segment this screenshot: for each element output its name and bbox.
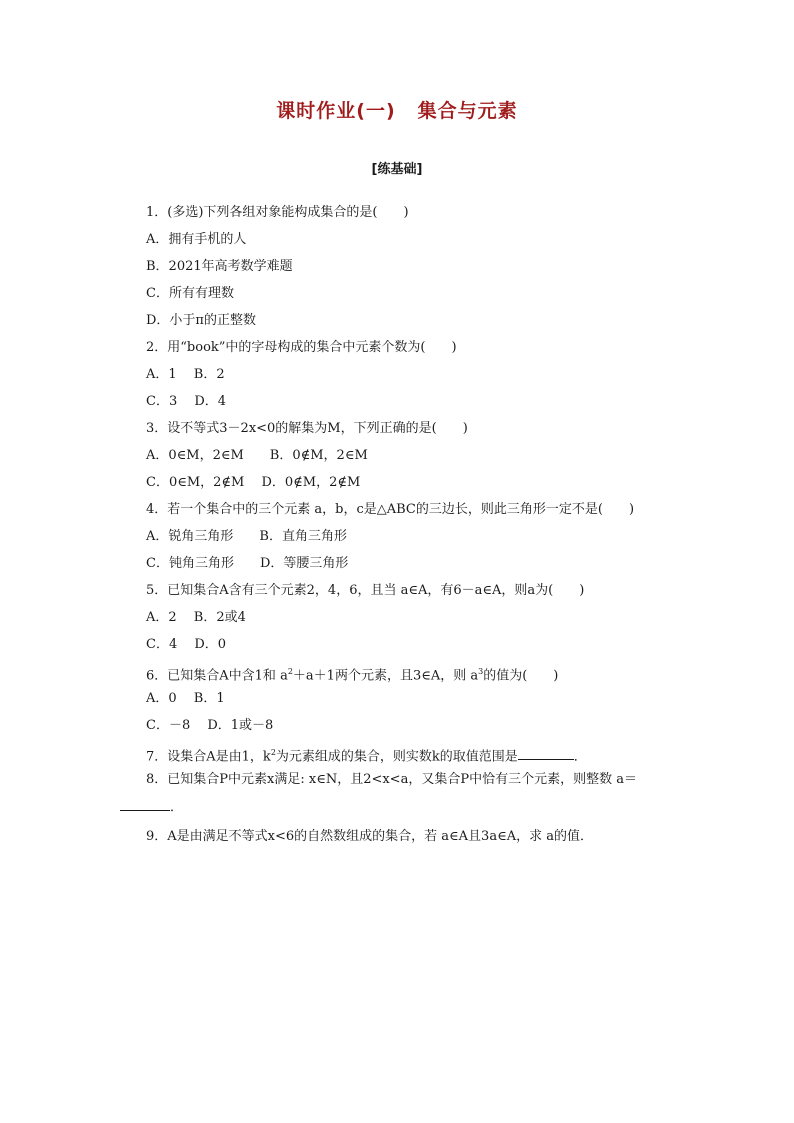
page-title xyxy=(0,96,794,123)
question-6-stem-part2: ＋a＋1两个元素，且3∈A，则 a xyxy=(292,668,479,684)
question-1-option-b: B．2021年高考数学难题 xyxy=(146,259,293,274)
answer-blank[interactable] xyxy=(120,798,170,811)
question-1-option-c: C．所有有理数 xyxy=(146,286,234,301)
question-3: 3．设不等式3－2x<0的解集为M，下列正确的是( ) xyxy=(146,421,468,436)
question-6-stem-part1: 6．已知集合A中含1和 a xyxy=(146,668,288,684)
question-7-stem-part2: 为元素组成的集合，则实数k的取值范围是 xyxy=(275,749,518,765)
question-2: 2．用“book”中的字母构成的集合中元素个数为( ) xyxy=(146,340,457,355)
question-2-options-cd: C．3 D．4 xyxy=(146,394,227,409)
superscript: 2 xyxy=(287,667,293,676)
question-5: 5．已知集合A含有三个元素2，4，6，且当 a∈A，有6－a∈A，则a为( ) xyxy=(146,583,585,598)
question-7-stem-part1: 7．设集合A是由1，k xyxy=(146,749,271,765)
superscript: 3 xyxy=(478,667,484,676)
question-1: 1．(多选)下列各组对象能构成集合的是( ) xyxy=(146,205,409,220)
question-8: 8．已知集合P中元素x满足: x∈N，且2<x<a，又集合P中恰有三个元素，则整数 a＝ xyxy=(146,772,637,787)
period: ． xyxy=(170,800,184,815)
question-2-options-ab: A．1 B．2 xyxy=(146,367,225,382)
question-3-options-ab: A．0∈M，2∈M B．0∉M，2∈M xyxy=(146,448,368,463)
question-5-options-cd: C．4 D．0 xyxy=(146,637,227,652)
question-3-options-cd: C．0∈M，2∉M D．0∉M，2∉M xyxy=(146,475,361,490)
question-8-continuation xyxy=(120,798,183,817)
title-topic: 集合与元素 xyxy=(417,100,518,122)
section-heading: [练基础] xyxy=(371,162,423,177)
question-6-stem-part3: 的值为( ) xyxy=(483,668,559,684)
question-1-option-d: D．小于π的正整数 xyxy=(146,313,256,328)
superscript: 2 xyxy=(270,748,276,757)
title-lesson: 课时作业(一) xyxy=(276,100,396,122)
answer-blank[interactable] xyxy=(518,747,574,760)
period: ． xyxy=(573,749,587,765)
question-6 xyxy=(146,663,558,685)
question-5-options-ab: A．2 B．2或4 xyxy=(146,610,246,625)
question-6-options-cd: C．－8 D．1或－8 xyxy=(146,718,274,733)
question-4: 4．若一个集合中的三个元素 a，b，c是△ABC的三边长，则此三角形一定不是( ) xyxy=(146,502,635,517)
question-4-options-cd: C．钝角三角形 D．等腰三角形 xyxy=(146,556,349,571)
question-4-options-ab: A．锐角三角形 B．直角三角形 xyxy=(146,529,347,544)
question-9: 9．A是由满足不等式x<6的自然数组成的集合，若 a∈A且3a∈A，求 a的值． xyxy=(146,829,593,844)
question-6-options-ab: A．0 B．1 xyxy=(146,691,225,706)
question-1-option-a: A．拥有手机的人 xyxy=(146,232,247,247)
question-7 xyxy=(146,744,587,766)
